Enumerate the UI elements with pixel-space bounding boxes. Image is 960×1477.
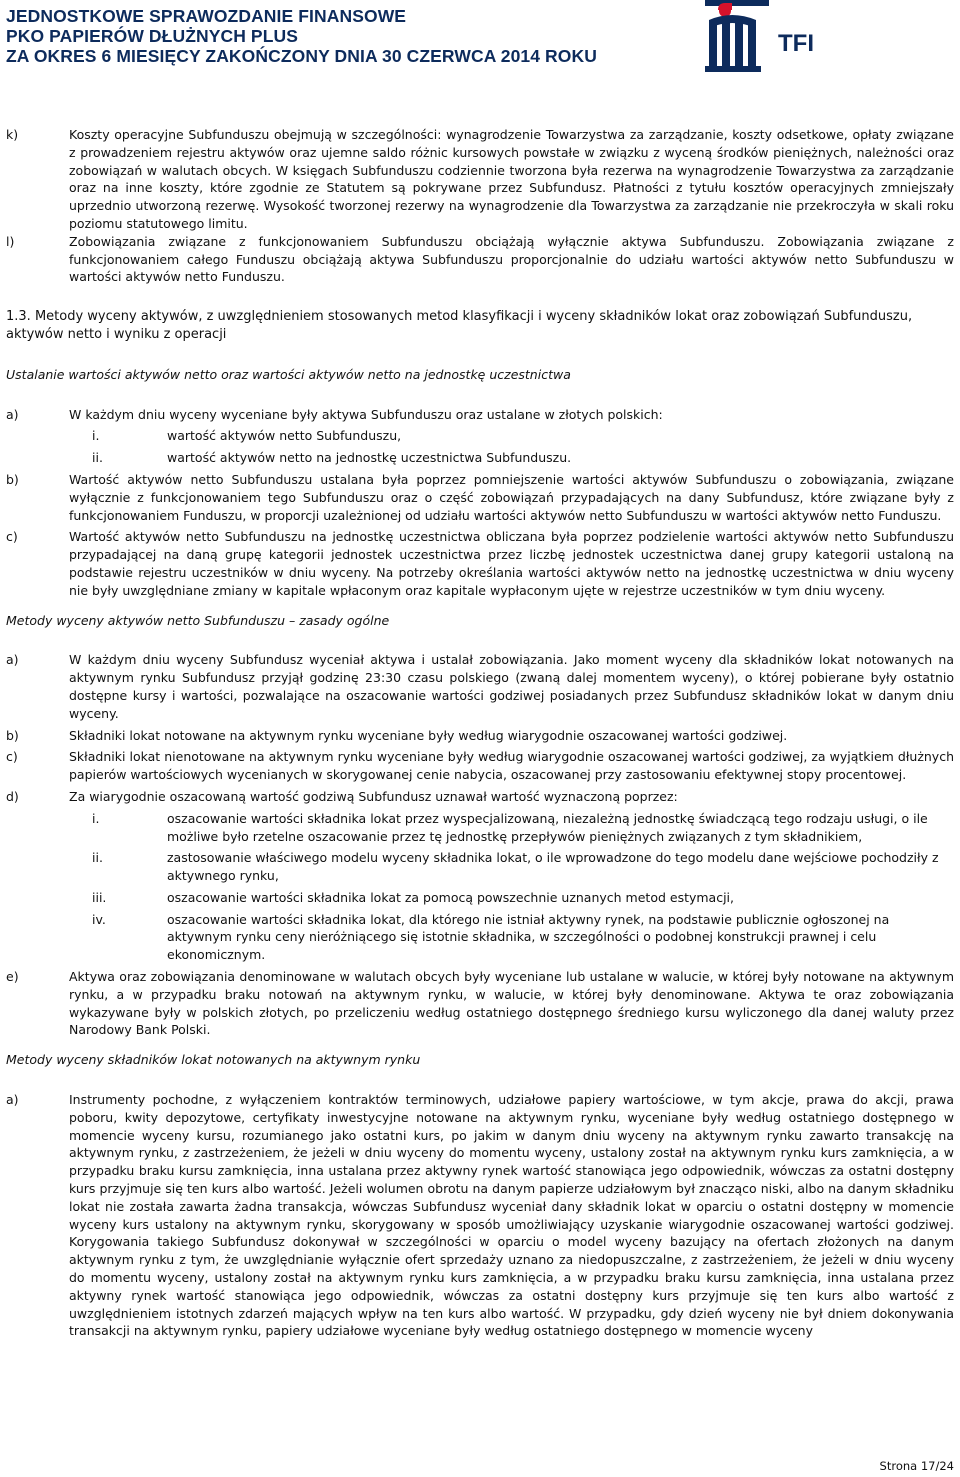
sub-marker: i. [92, 428, 100, 444]
item-marker: c) [6, 749, 18, 765]
subsection-title: Metody wyceny składników lokat notowanych na aktywnym rynku [6, 1052, 421, 1068]
list-item-a [6, 1091, 954, 1340]
item-marker: a) [6, 1092, 19, 1108]
item-text: Składniki lokat nienotowane na aktywnym rynku wyceniane były według wiarygodnie oszacowanej wartości godziwej, za wyjątkiem dłużnych papierów wartościowych wycenianych w skorygowanej cenie nabycia, oszacowanej przy zastosowaniu efektywnej stopy procentowej. [69, 749, 954, 783]
item-marker: c) [6, 529, 18, 545]
item-text: Za wiarygodnie oszacowaną wartość godziwą Subfundusz uznawał wartość wyznaczoną poprzez: [69, 788, 678, 804]
item-text: Aktywa oraz zobowiązania denominowane w walutach obcych były wyceniane lub ustalane w walucie, w której były notowane na aktywnym rynku, a w przypadku braku notowań na aktywnym rynku, w walucie, w której były denominowane. Aktywa te oraz zobowiązania wykazywane były w polskich złotych, po przeliczeniu według ostatniego dostępnego średniego kursu wyliczonego dla danej waluty przez Narodowy Bank Polski. [69, 969, 954, 1038]
sub-marker: iv. [92, 911, 106, 927]
sub-text: wartość aktywów netto Subfunduszu, [167, 428, 402, 444]
list-item-e [6, 968, 954, 1039]
list-item-c [6, 528, 954, 599]
sub-item [6, 810, 954, 846]
item-marker: a) [6, 652, 19, 668]
item-text: Koszty operacyjne Subfunduszu obejmują w szczególności: wynagrodzenie Towarzystwa za zarządzanie, koszty odsetkowe, opłaty związane z prowadzeniem rejestru aktywów oraz ujemne saldo różnic kursowych powstałe w związku z wyceną środków pieniężnych, należności oraz zobowiązań w walutach obcych. W księgach Subfunduszu codziennie tworzona była rezerwa na wynagrodzenie Towarzystwa za zarządzanie oraz na inne koszty, które zgodnie ze Statutem są pokrywane przez Subfundusz. Płatności z tytułu kosztów operacyjnych zmniejszały uprzednio utworzoną rezerwę. Wysokość tworzonej rezerwy na wynagrodzenie dla Towarzystwa za zarządzanie nie przekroczyła w skali roku poziomu statutowego limitu. [69, 127, 954, 231]
sub-item [6, 889, 954, 907]
list-item-b [6, 471, 954, 524]
list-item-k [6, 126, 954, 233]
item-text: Wartość aktywów netto Subfunduszu na jednostkę uczestnictwa obliczana była poprzez podzielenie wartości aktywów netto Subfunduszu przypadającej na daną grupę kategorii jednostek uczestnictwa przez liczbę jednostek uczestnictwa danej grupy kategorii ustaloną na podstawie rejestru uczestników w dniu wyceny. Na potrzeby określania wartości aktywów netto na jednostkę uczestnictwa w dniu wyceny nie były uwzględniane zmiany w kapitale wpłaconym oraz kapitale wypłaconym ujęte w rejestrze uczestników w tym dniu wyceny. [69, 529, 954, 598]
list-item-l [6, 233, 954, 286]
section-heading: 1.3. Metody wyceny aktywów, z uwzględnieniem stosowanych metod klasyfikacji i wyceny składników lokat oraz zobowiązań Subfunduszu, aktywów netto i wyniku z operacji [6, 309, 913, 342]
item-text: Zobowiązania związane z funkcjonowaniem Subfunduszu obciążają wyłącznie aktywa Subfunduszu. Zobowiązania związane z funkcjonowaniem całego Funduszu obciążają aktywa Subfunduszu proporcjonalnie do udziału wartości aktywów netto Subfunduszu w wartości aktywów netto Funduszu. [69, 233, 954, 285]
item-text: W każdym dniu wyceny wyceniane były aktywa Subfunduszu oraz ustalane w złotych polskich: [69, 406, 663, 422]
item-marker: d) [6, 788, 19, 804]
item-marker: k) [6, 127, 19, 142]
sub-marker: i. [92, 810, 100, 826]
list-item-c [6, 748, 954, 784]
header-line-2: PKO PAPIERÓW DŁUŻNYCH PLUS [6, 26, 299, 46]
header-line-1: JEDNOSTKOWE SPRAWOZDANIE FINANSOWE [6, 6, 407, 26]
list-item-b [6, 727, 954, 745]
subsection-title: Ustalanie wartości aktywów netto oraz wartości aktywów netto na jednostkę uczestnictwa [6, 366, 571, 382]
page-header [0, 0, 960, 78]
item-text: W każdym dniu wyceny Subfundusz wyceniał aktywa i ustalał zobowiązania. Jako moment wyceny dla składników lokat notowanych na aktywnym rynku Subfundusz przyjął godzinę 23:30 czasu polskiego (zwaną dalej momentem wyceny), o której pobierane były ostatnio dostępne kursy i wartości, pozwalające na oszacowanie wartości godziwej posiadanych przez Subfundusz składników lokat w danym dniu wyceny. [69, 652, 954, 721]
header-title [6, 6, 597, 66]
sub-marker: ii. [92, 850, 103, 866]
sub-item [6, 849, 954, 885]
page-number: Strona 17/24 [879, 1459, 954, 1473]
sub-item [6, 911, 954, 964]
sub-text: oszacowanie wartości składnika lokat przez wyspecjalizowaną, niezależną jednostkę świadczącą tego rodzaju usługi, o ile możliwe było rzetelne oszacowanie przez tę jednostkę przepływów pieniężnych związanych z tym składnikiem, [167, 810, 928, 844]
list-item-d [6, 788, 954, 806]
item-marker: l) [6, 233, 15, 249]
item-text: Składniki lokat notowane na aktywnym rynku wyceniane były według wiarygodnie oszacowanej wartości godziwej. [69, 727, 788, 743]
sub-text: zastosowanie właściwego modelu wyceny składnika lokat, o ile wprowadzone do tego modelu dane wejściowe pochodziły z aktywnego rynku, [167, 850, 939, 884]
sub-text: oszacowanie wartości składnika lokat za pomocą powszechnie uznanych metod estymacji, [167, 889, 735, 905]
sub-item [6, 427, 954, 445]
logo-tfi-text: TFI [778, 30, 814, 57]
item-text: Instrumenty pochodne, z wyłączeniem kontraktów terminowych, udziałowe papiery wartościowe, w tym akcje, prawa do akcji, prawa poboru, kwity depozytowe, certyfikaty inwestycyjne notowane na aktywnym rynku, wyceniane były według ostatniego dostępnego w momencie wyceny kursu, rozumianego jako ostatni kurs, po jakim w danym dniu wyceny na aktywnym rynku zawarto transakcję na aktywnym rynku, z zastrzeżeniem, że jeżeli w dniu wyceny do momentu wyceny, ustalony został na aktywnym rynku kurs zamknięcia, a w przypadku braku kursu zamknięcia, inna ustalana przez aktywny rynek wartość stanowiąca jego odpowiednik, wówczas za ostatni dostępny kurs przyjmuje się ten kurs albo wartość. Jeżeli wolumen obrotu na danym papierze udziałowym był znacząco niski, albo na danym składniku lokat nie została zawarta żadna transakcja, wówczas Subfundusz wyceniał dany składnik lokat w oparciu o ostatni dostępny w momencie wyceny kurs ustalony na aktywnym rynku, skorygowany w sposób umożliwiający uzyskanie wiarygodnie oszacowanej wartości godziwej. Korygowania takiego Subfundusz dokonywał w szczególności w oparciu o model wyceny bazujący na ofertach złożonych na danym aktywnym rynku z tym, że uwzględnianie wyłącznie ofert sprzedaży uznano za niedopuszczalne, z zastrzeżeniem, że jeżeli w dniu wyceny do momentu wyceny, ustalony został na aktywnym rynku kurs zamknięcia, a w przypadku braku kursu zamknięcia, inna ustalana przez aktywny rynek wartość stanowiąca jego odpowiednik, wówczas za ostatni dostępny kurs przyjmuje się ten kurs albo wartość z uwzględnieniem istotnych zdarzeń mających wpływ na ten kurs albo wartość. W przypadku, gdy dzień wyceny nie był dniem dokonywania transakcji na aktywnym rynku, papiery udziałowe wyceniane były według ostatniego dostępnego w momencie wyceny [69, 1092, 954, 1339]
list-item-a [6, 406, 954, 424]
item-marker: e) [6, 969, 19, 985]
header-line-3: ZA OKRES 6 MIESIĘCY ZAKOŃCZONY DNIA 30 CZERWCA 2014 ROKU [6, 46, 597, 66]
subsection-title: Metody wyceny aktywów netto Subfunduszu – zasady ogólne [6, 612, 390, 628]
item-marker: b) [6, 727, 19, 743]
sub-text: oszacowanie wartości składnika lokat, dla którego nie istniał aktywny rynek, na podstawie publicznie ogłoszonej na aktywnym rynku ceny nieróżniącego się istotnie składnika, w szczególności o podobnej konstrukcji prawnej i celu ekonomicznym. [167, 911, 890, 963]
sub-item [6, 449, 954, 467]
sub-marker: iii. [92, 889, 107, 905]
item-marker: a) [6, 406, 19, 422]
item-marker: b) [6, 471, 19, 487]
list-item-a [6, 651, 954, 722]
sub-text: wartość aktywów netto na jednostkę uczestnictwa Subfunduszu. [167, 450, 572, 466]
sub-marker: ii. [92, 450, 103, 466]
item-text: Wartość aktywów netto Subfunduszu ustalana była poprzez pomniejszenie wartości aktywów Subfunduszu o zobowiązania, związane wyłącznie z funkcjonowaniem tego Subfunduszu oraz o część zobowiązań przypadających na dany Subfundusz, które związane były z funkcjonowaniem Funduszu, w proporcji uzależnionej od udziału wartości aktywów netto Subfunduszu w wartości aktywów netto Funduszu. [69, 471, 954, 523]
document-body [6, 126, 954, 1340]
